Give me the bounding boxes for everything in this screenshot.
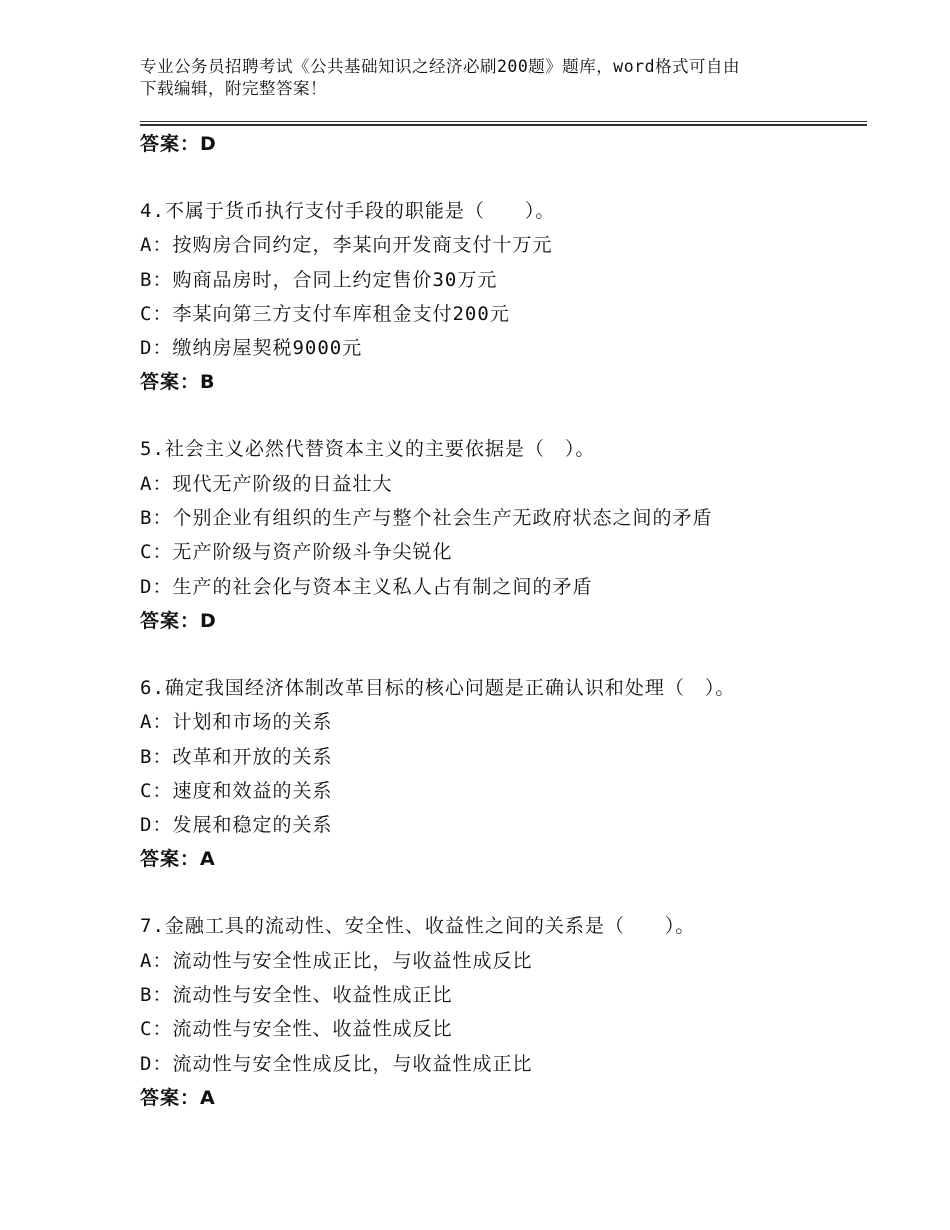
header-line-2: 下载编辑，附完整答案！ [140,79,327,98]
option-a: A：现代无产阶级的日益壮大 [140,472,393,495]
answer-line: 答案：D [140,609,217,632]
option-a: A：流动性与安全性成正比，与收益性成反比 [140,949,533,972]
answer-line: 答案：B [140,371,216,394]
document-header [140,56,820,100]
question-block-4 [140,194,860,399]
question-text: 7.金融工具的流动性、安全性、收益性之间的关系是（ ）。 [140,915,696,938]
question-block-5 [140,432,860,637]
answer-line: 答案：A [140,848,216,871]
question-text: 5.社会主义必然代替资本主义的主要依据是（ ）。 [140,438,596,461]
question-list [140,126,860,1115]
question-text: 4.不属于货币执行支付手段的职能是（ ）。 [140,200,556,222]
answer-line: 答案：A [140,1086,216,1109]
answer-line: 答案：D [140,133,217,155]
option-c: C：流动性与安全性、收益性成反比 [140,1018,453,1041]
option-a: A：按购房合同约定，李某向开发商支付十万元 [140,234,553,257]
option-d: D：缴纳房屋契税9000元 [140,337,363,360]
option-c: C：无产阶级与资产阶级斗争尖锐化 [140,541,453,564]
header-line-1: 专业公务员招聘考试《公共基础知识之经济必刷200题》题库，word格式可自由 [140,57,741,76]
question-text: 6.确定我国经济体制改革目标的核心问题是正确认识和处理（ ）。 [140,676,736,699]
option-a: A：计划和市场的关系 [140,711,333,734]
option-b: B：流动性与安全性、收益性成正比 [140,984,453,1007]
option-d: D：生产的社会化与资本主义私人占有制之间的矛盾 [140,575,593,598]
option-c: C：速度和效益的关系 [140,779,333,802]
option-b: B：个别企业有组织的生产与整个社会生产无政府状态之间的矛盾 [140,507,713,530]
option-b: B：购商品房时，合同上约定售价30万元 [140,268,498,291]
option-b: B：改革和开放的关系 [140,745,333,768]
option-d: D：流动性与安全性成反比，与收益性成正比 [140,1052,533,1075]
question-block-7 [140,909,860,1114]
question-block-6 [140,671,860,876]
option-d: D：发展和稳定的关系 [140,814,333,837]
header-divider [140,121,867,122]
option-c: C：李某向第三方支付车库租金支付200元 [140,302,510,325]
